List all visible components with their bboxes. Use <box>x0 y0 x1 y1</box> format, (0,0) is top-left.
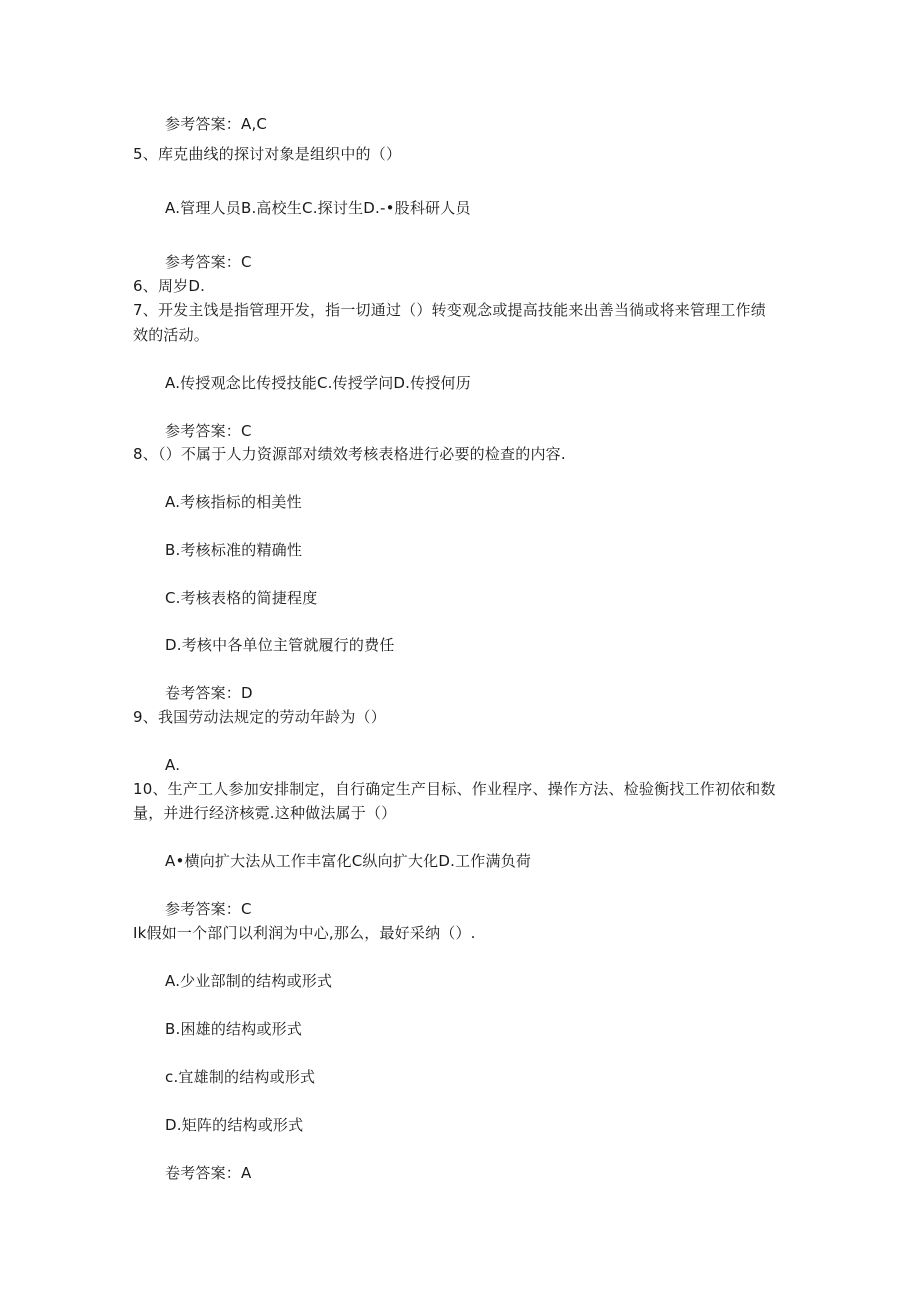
option-8-d: D.考核中各单位主管就履行的费任 <box>165 636 395 654</box>
question-10-line-1: 10、生产工人参加安排制定，自行确定生产目标、作业程序、操作方法、检验衡找工作初依和数 <box>133 780 776 798</box>
answer-line-5: 参考答案：C <box>165 253 252 271</box>
option-8-b: B.考核标准的精确性 <box>165 541 303 559</box>
question-11: Ik假如一个部门以利润为中心,那么，最好采纳（）. <box>133 924 476 942</box>
question-7-line-1: 7、开发主饯是指管理开发，指一切通过（）转变观念或提高技能来出善当徜或将来管理工作绩 <box>133 301 766 319</box>
answer-line-8: 卷考答案：D <box>165 684 253 702</box>
option-11-b: B.困雄的结构或形式 <box>165 1020 303 1038</box>
answer-line-7: 参考答案：C <box>165 422 252 440</box>
question-6: 6、周岁D. <box>133 277 206 295</box>
question-8: 8、（）不属于人力资源部对绩效考核表格进行必要的检查的内容. <box>133 445 566 463</box>
question-5: 5、库克曲线的探讨对象是组织中的（） <box>133 145 402 163</box>
question-10-line-2: 量，并进行经济核霓.这种做法属于（） <box>133 804 397 822</box>
answer-line-11: 卷考答案：A <box>165 1164 252 1182</box>
answer-line-4: 参考答案：A,C <box>165 115 268 133</box>
options-10: A•横向扩大法从工作丰富化C纵向扩大化D.工作满负荷 <box>165 852 532 870</box>
option-11-a: A.少业部制的结构或形式 <box>165 972 333 990</box>
option-11-d: D.矩阵的结构或形式 <box>165 1116 304 1134</box>
option-8-a: A.考核指标的相美性 <box>165 493 302 511</box>
option-11-c: c.宜雄制的结构或形式 <box>165 1068 316 1086</box>
answer-line-10: 参考答案：C <box>165 900 252 918</box>
question-9: 9、我国劳动法规定的劳动年龄为（） <box>133 708 386 726</box>
question-7-line-2: 效的活动。 <box>133 326 210 344</box>
options-7: A.传授观念比传授技能C.传授学问D.传授何历 <box>165 374 471 392</box>
option-9-a: A. <box>165 756 181 774</box>
option-8-c: C.考核表格的简捷程度 <box>165 589 318 607</box>
options-5: A.管理人员B.高校生C.探讨生D.-•股科研人员 <box>165 199 471 217</box>
